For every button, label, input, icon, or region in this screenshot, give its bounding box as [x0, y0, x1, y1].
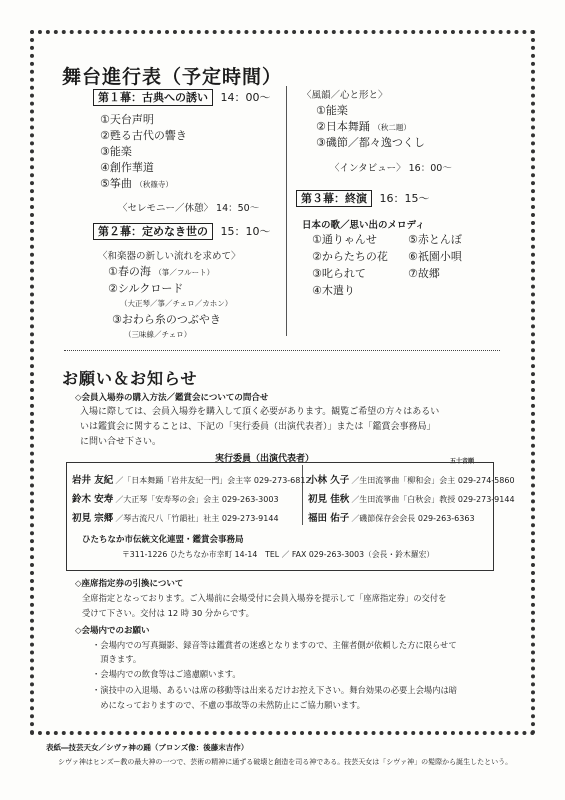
- act3-song: ②からたちの花: [312, 250, 388, 263]
- act2-item1: ①春の海: [108, 265, 151, 278]
- act1-label: 第１幕：古典への誘い: [93, 89, 213, 106]
- s2-line: 全席指定となっております。ご入場前に会場受付に会員入場券を提示して「座席指定券」の交付を: [82, 593, 447, 603]
- member-info: ／生田流箏曲「柳和会」会主: [351, 476, 456, 485]
- act1-item: ①天台声明: [100, 113, 154, 126]
- s3-line: 頂きます。: [92, 654, 142, 664]
- member-info: ／磯節保存会会長: [351, 514, 416, 523]
- member-name: 小林 久子: [308, 475, 350, 486]
- act2-item: [108, 264, 214, 281]
- member-name: 福田 佑子: [308, 513, 350, 524]
- act2-item1-note: （箏／フルート）: [154, 268, 215, 277]
- act3-label: 第３幕：終演: [296, 190, 372, 207]
- act3-song: ⑦故郷: [408, 267, 440, 280]
- member-tel: 029-263-6363: [417, 514, 475, 523]
- s3-line: めになっておりますので、不慮の事故等の未然防止にご協力願います。: [92, 700, 365, 710]
- act3-header: [296, 190, 430, 206]
- act3-subtitle: 日本の歌／思い出のメロディ: [302, 220, 425, 231]
- member-info: ／生田流箏曲「白秋会」教授: [351, 495, 456, 504]
- member-tel: 029-273-9144: [221, 514, 279, 523]
- column-divider: [286, 86, 287, 336]
- s3-line: ・会場内での飲食等はご遠慮願います。: [92, 669, 241, 679]
- ceremony-line: 〈セレモニー／休憩〉 14：50〜: [118, 203, 260, 214]
- act1-item: ③能楽: [100, 145, 132, 158]
- member-tel: 029-263-3003: [221, 495, 279, 504]
- member-row: [72, 491, 279, 505]
- s3-heading: ◇会場内でのお願い: [75, 626, 150, 636]
- order-note: 五十音順: [450, 458, 475, 465]
- footer-description: シヴァ神はヒンズー教の最大神の一つで、芸術の精神に通ずる破壊と創造を司る神である。技芸天女は「シヴァ神」の髪際から誕生したという。: [58, 758, 513, 766]
- act2-subtitle: 〈和楽器の新しい流れを求めて〉: [98, 251, 241, 262]
- s2-heading: ◇座席指定券の引換について: [75, 579, 184, 589]
- schedule-title: 舞台進行表（予定時間）: [62, 66, 283, 88]
- act1-item: ②甦る古代の響き: [100, 129, 187, 142]
- member-name: 鈴木 安寿: [72, 494, 114, 505]
- act1-item5-note: （秋篠寺）: [135, 180, 173, 189]
- notice-title: お願い＆お知らせ: [62, 369, 198, 388]
- member-row: [308, 491, 515, 505]
- right-item2: ②日本舞踊: [316, 120, 370, 133]
- member-tel: 029-274-5860: [457, 476, 515, 485]
- right-item: ③磯節／都々逸つくし: [316, 136, 425, 149]
- act3-song: ③叱られて: [312, 267, 366, 280]
- member-row: [308, 472, 515, 486]
- member-info: ／大正琴「安寿琴の会」会主: [115, 495, 220, 504]
- committee-title: 実行委員（出演代表者）: [215, 454, 315, 464]
- member-info: ／琴古流尺八「竹韻社」社主: [115, 514, 220, 523]
- act1-header: [93, 89, 271, 105]
- act1-item5: ⑤筝曲: [100, 177, 132, 190]
- act2-header: [93, 223, 271, 239]
- member-name: 初見 宗郷: [72, 513, 114, 524]
- office-address: 〒311-1226 ひたちなか市幸町 14-14 TEL ／ FAX 029-263-3003（会長・鈴木羅宏）: [122, 550, 435, 559]
- act3-song: ⑤赤とんぼ: [408, 233, 462, 246]
- member-row: [308, 510, 475, 524]
- right-item: [316, 119, 411, 136]
- s2-line: 受けて下さい。交付は 12 時 30 分からです。: [82, 608, 254, 618]
- right-item2-note: （秋二題）: [373, 123, 411, 132]
- act1-time: 14：00〜: [220, 91, 271, 104]
- section-divider: [64, 350, 500, 351]
- act1-item: [100, 176, 173, 193]
- act3-song: ⑥祇園小唄: [408, 250, 462, 263]
- s1-line: いは鑑賞会に関することは、下記の「実行委員（出演代表者）」または「鑑賞会事務局」: [80, 422, 436, 432]
- act2-item2: ②シルクロード: [108, 282, 184, 295]
- interview-line: 〈インタビュー〉 16：00〜: [330, 163, 452, 174]
- s3-line: ・演技中の入退場、あるいは席の移動等は出来るだけお控え下さい。舞台効果の必要上会場内は暗: [92, 685, 458, 695]
- act2-label: 第２幕：定めなき世の: [93, 223, 213, 240]
- member-row: [72, 510, 279, 524]
- act3-song: ④木遣り: [312, 284, 355, 297]
- s1-heading: ◇会員入場券の購入方法／鑑賞会についての問合せ: [75, 393, 269, 403]
- act2-item2-note: （大正琴／箏／チェロ／カホン）: [120, 299, 233, 308]
- right-item: ①能楽: [316, 104, 348, 117]
- member-tel: 029-273-9144: [457, 495, 515, 504]
- s1-line: 入場に際しては、会員入場券を購入して頂く必要があります。観覧ご希望の方々はあるい: [80, 407, 440, 417]
- act2-time: 15：10〜: [220, 225, 271, 238]
- right-subtitle: 〈風韻／心と形と〉: [302, 90, 388, 101]
- member-row: [72, 472, 311, 486]
- s1-line: に問い合せ下さい。: [80, 437, 162, 447]
- act2-item3: ③おわら糸のつぶやき: [112, 313, 221, 326]
- office-name: ひたちなか市伝統文化連盟・鑑賞会事務局: [82, 535, 244, 545]
- member-tel: 029-273-6812: [253, 476, 311, 485]
- act2-item3-note: （三味線／チェロ）: [124, 330, 192, 339]
- member-name: 初見 佳秋: [308, 494, 350, 505]
- s3-line: ・会場内での写真撮影、録音等は鑑賞者の迷惑となりますので、主催者側が依頼した方に限らせて: [92, 640, 457, 650]
- act3-song: ①通りゃんせ: [312, 233, 377, 246]
- member-info: ／「日本舞踊「岩井友紀一門」会主宰: [115, 476, 252, 485]
- act1-item: ④創作華道: [100, 161, 154, 174]
- member-name: 岩井 友紀: [72, 475, 114, 486]
- footer-caption: 表紙―技芸天女／シヴァ神の踊（ブロンズ像：後藤末吉作）: [46, 743, 249, 752]
- act3-time: 16：15〜: [379, 192, 430, 205]
